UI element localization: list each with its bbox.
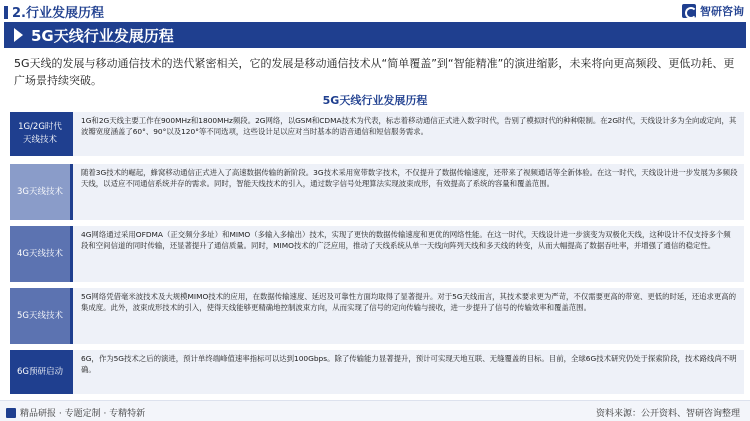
footer-slogan-text: 精品研报 · 专题定制 · 专精特新 [20, 409, 146, 419]
timeline-row-label: 6G预研启动 [10, 350, 70, 394]
title-banner [4, 22, 746, 48]
brand-logo[interactable] [682, 3, 744, 19]
timeline-row-label: 3G天线技术 [10, 164, 70, 220]
timeline-row [17, 350, 744, 394]
timeline-row [17, 164, 744, 220]
timeline-row-text: 1G和2G天线主要工作在900MHz和1800MHz频段。2G网络，以GSM和CDMA技术为代表，标志着移动通信正式进入数字时代，告别了模拟时代的种种限制。在2G时代，天线设计多为全向或定向，其波瓣宽度涵盖了60°、90°以及120°等不同选项，这些设计足以应对当时基本的语音通信和短信服务需求。 [70, 112, 744, 156]
brand-name: 智研咨询 [700, 5, 744, 18]
timeline-row-text: 5G网络凭借毫米波技术及大规模MIMO技术的应用，在数据传输速度、延迟及可靠性方面均取得了显著提升。对于5G天线而言，其技术要求更为严苛，不仅需要更高的带宽、更低的时延，还追求更高的集成度。此外，波束成形技术的引入，使得天线能够更精确地控制波束方向，从而实现了信号的定向传输与接收，进一步提升了信号的传输效率和覆盖范围。 [70, 288, 744, 344]
source-note: 资料来源：公开资料、智研咨询整理 [595, 409, 740, 419]
top-bar [0, 0, 750, 20]
chevron-right-icon [14, 28, 23, 42]
timeline-row [17, 226, 744, 282]
footer [0, 400, 750, 421]
banner-title: 5G天线行业发展历程 [31, 27, 174, 45]
timeline-title: 5G天线行业发展历程 [322, 94, 428, 107]
timeline-row [18, 112, 744, 156]
timeline-row-text: 6G，作为5G技术之后的演进，预计单终端峰值速率指标可以达到100Gbps。除了传输能力显著提升，预计可实现天地互联、无缝覆盖的目标。目前，全球6G技术研究仍处于探索阶段，技术路线尚不明确。 [70, 350, 744, 394]
intro-paragraph: 5G天线的发展与移动通信技术的迭代紧密相关，它的发展是移动通信技术从“简单覆盖”到“智能精准”的演进缩影，未来将向更高频段、更低功耗、更广场景持续突破。 [14, 57, 735, 87]
timeline-row-label: 5G天线技术 [10, 288, 70, 344]
timeline-row-label: 4G天线技术 [10, 226, 70, 282]
timeline-row [17, 288, 744, 344]
title-marker [4, 6, 8, 19]
footer-slogan [6, 406, 145, 419]
report-icon [6, 408, 16, 418]
timeline-row-label: 1G/2G时代天线技术 [10, 112, 70, 156]
timeline-row-text: 随着3G技术的崛起，蜂窝移动通信正式进入了高速数据传输的新阶段。3G技术采用宽带数字技术，不仅提升了数据传输速度，还带来了视频通话等全新体验。在这一时代，天线设计进一步发展为多频段天线，以适应不同通信系统并存的需求。同时，智能天线技术的引入，通过数字信号处理算法实现波束成形，有效提高了系统的容量和覆盖范围。 [70, 164, 744, 220]
logo-icon [682, 4, 696, 18]
section-title-text: 2.行业发展历程 [12, 6, 104, 21]
section-title [4, 2, 104, 21]
timeline-row-text: 4G网络通过采用OFDMA（正交频分多址）和MIMO（多输入多输出）技术，实现了更快的数据传输速度和更优的网络性能。在这一时代，天线设计进一步演变为双极化天线，这种设计不仅支持多个频段和空间信道的同时传输，还显著提升了通信质量。同时，MIMO技术的广泛应用，推动了天线系统从单一天线向阵列天线和多天线的转变，从而大幅提高了数据吞吐率，并增强了通信的稳定性。 [70, 226, 744, 282]
